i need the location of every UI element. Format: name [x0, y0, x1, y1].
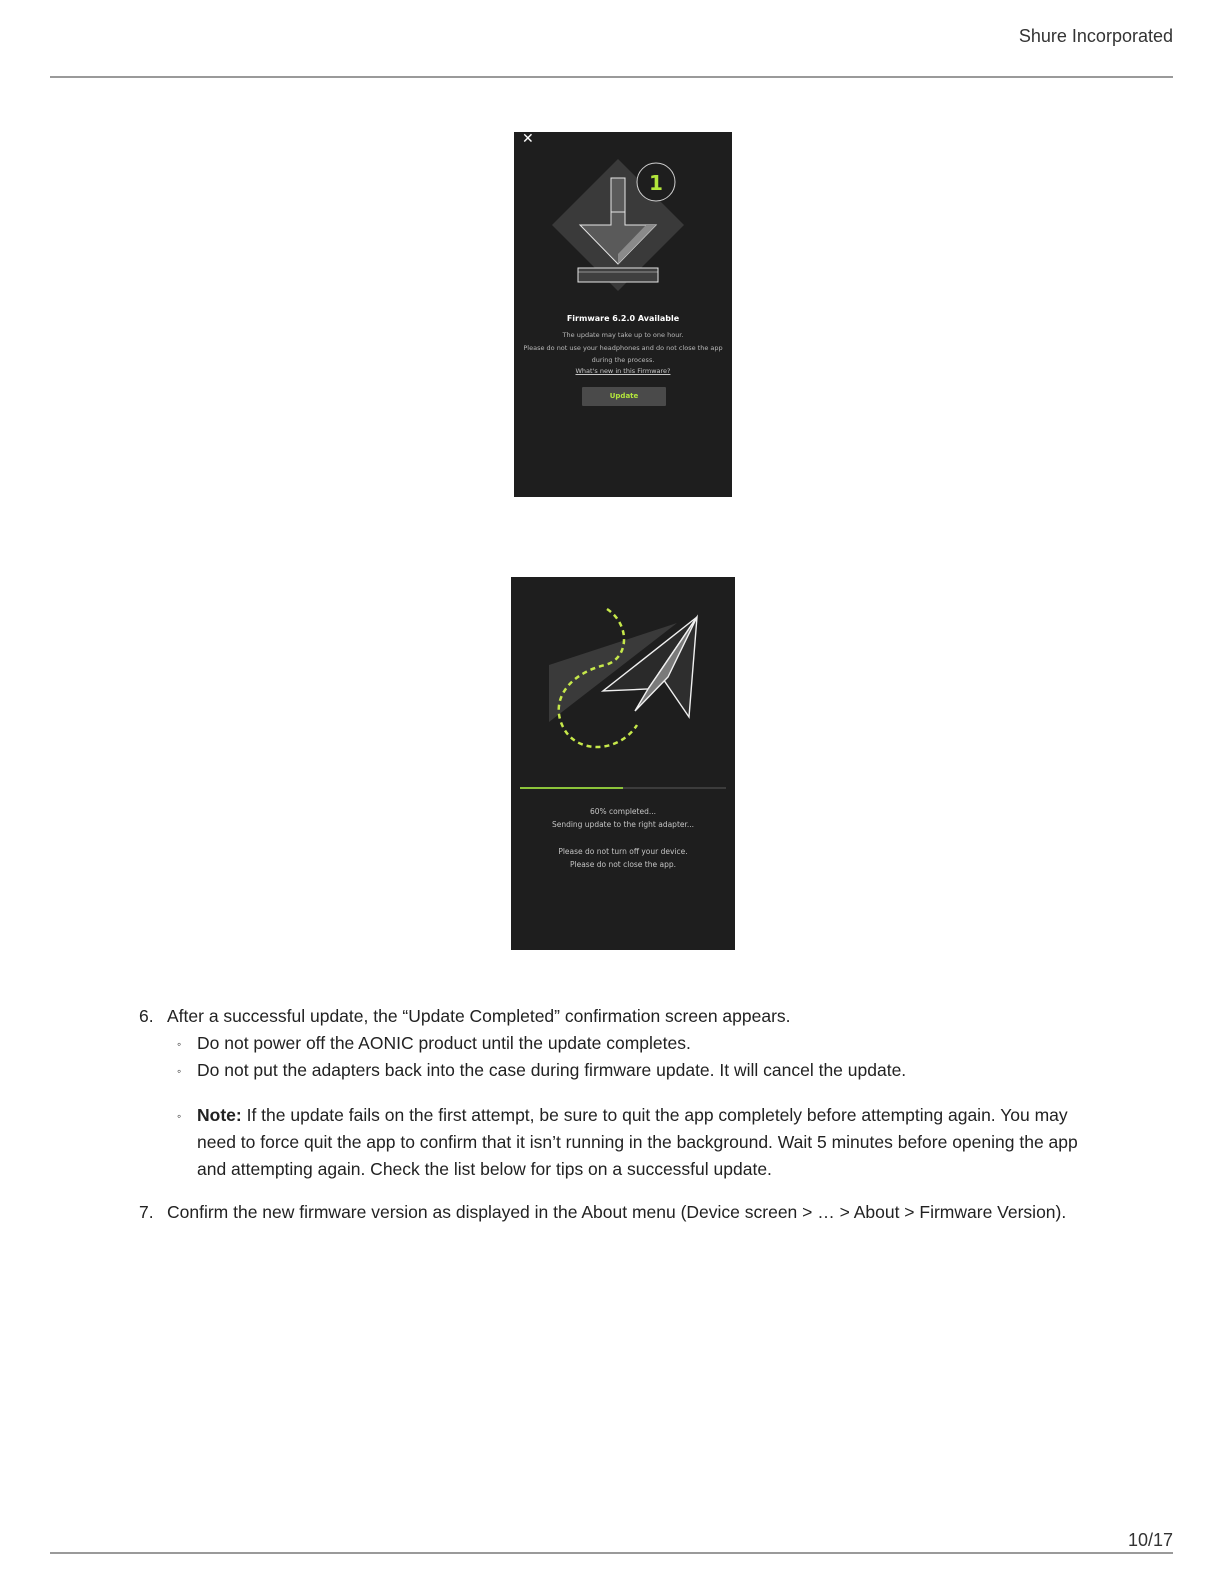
- firmware-title: Firmware 6.2.0 Available: [566, 314, 680, 323]
- update-progress-screenshot: [511, 577, 735, 950]
- update-button[interactable]: Update: [582, 387, 666, 406]
- note-text-line-2: need to force quit the app to confirm that it isn’t running in the background. Wait 5 minutes before opening the app: [197, 1132, 1078, 1152]
- whats-new-link[interactable]: What's new in this Firmware?: [575, 367, 671, 375]
- firmware-warning-text-cont: during the process.: [591, 356, 655, 364]
- step-6-bullet-adapters: Do not put the adapters back into the case during firmware update. It will cancel the update.: [197, 1060, 907, 1080]
- step-6-note: [197, 1102, 1117, 1183]
- firmware-available-screenshot: [514, 132, 732, 497]
- progress-percent-text: 60% completed...: [590, 807, 656, 816]
- note-label: Note:: [197, 1105, 242, 1125]
- bullet-marker: ◦: [177, 1037, 182, 1051]
- firmware-duration-text: The update may take up to one hour.: [562, 331, 684, 339]
- progress-bar-fill: [520, 787, 623, 789]
- power-warning-text: Please do not turn off your device.: [558, 847, 688, 856]
- progress-bar: [520, 787, 726, 789]
- footer-rule: [50, 1552, 1173, 1554]
- bullet-marker: ◦: [177, 1064, 182, 1078]
- note-text-line-3: and attempting again. Check the list below for tips on a successful update.: [197, 1159, 772, 1179]
- close-icon[interactable]: ✕: [522, 132, 534, 147]
- close-app-warning-text: Please do not close the app.: [569, 860, 677, 869]
- step-6-text: After a successful update, the “Update Completed” confirmation screen appears.: [167, 1006, 791, 1026]
- step-6-bullet-power: Do not power off the AONIC product until the update completes.: [197, 1033, 691, 1053]
- page-header-company: Shure Incorporated: [1018, 26, 1173, 46]
- download-tray: [578, 268, 658, 282]
- note-text-line-1: If the update fails on the first attempt, be sure to quit the app completely before attempting again. You may: [246, 1105, 1068, 1125]
- step-7-number: 7.: [139, 1202, 154, 1222]
- step-7-text: Confirm the new firmware version as displayed in the About menu (Device screen > … > About > Firmware Version).: [167, 1202, 1067, 1222]
- page-number: 10/17: [1127, 1530, 1173, 1550]
- step-6-number: 6.: [139, 1006, 154, 1026]
- download-illustration: [514, 132, 732, 302]
- step-badge-number: 1: [649, 171, 663, 195]
- paper-plane-illustration: [511, 577, 735, 777]
- header-rule: [50, 76, 1173, 78]
- progress-status-text: Sending update to the right adapter...: [551, 820, 695, 829]
- firmware-warning-text: Please do not use your headphones and do not close the app: [523, 344, 723, 352]
- bullet-marker: ◦: [177, 1109, 182, 1123]
